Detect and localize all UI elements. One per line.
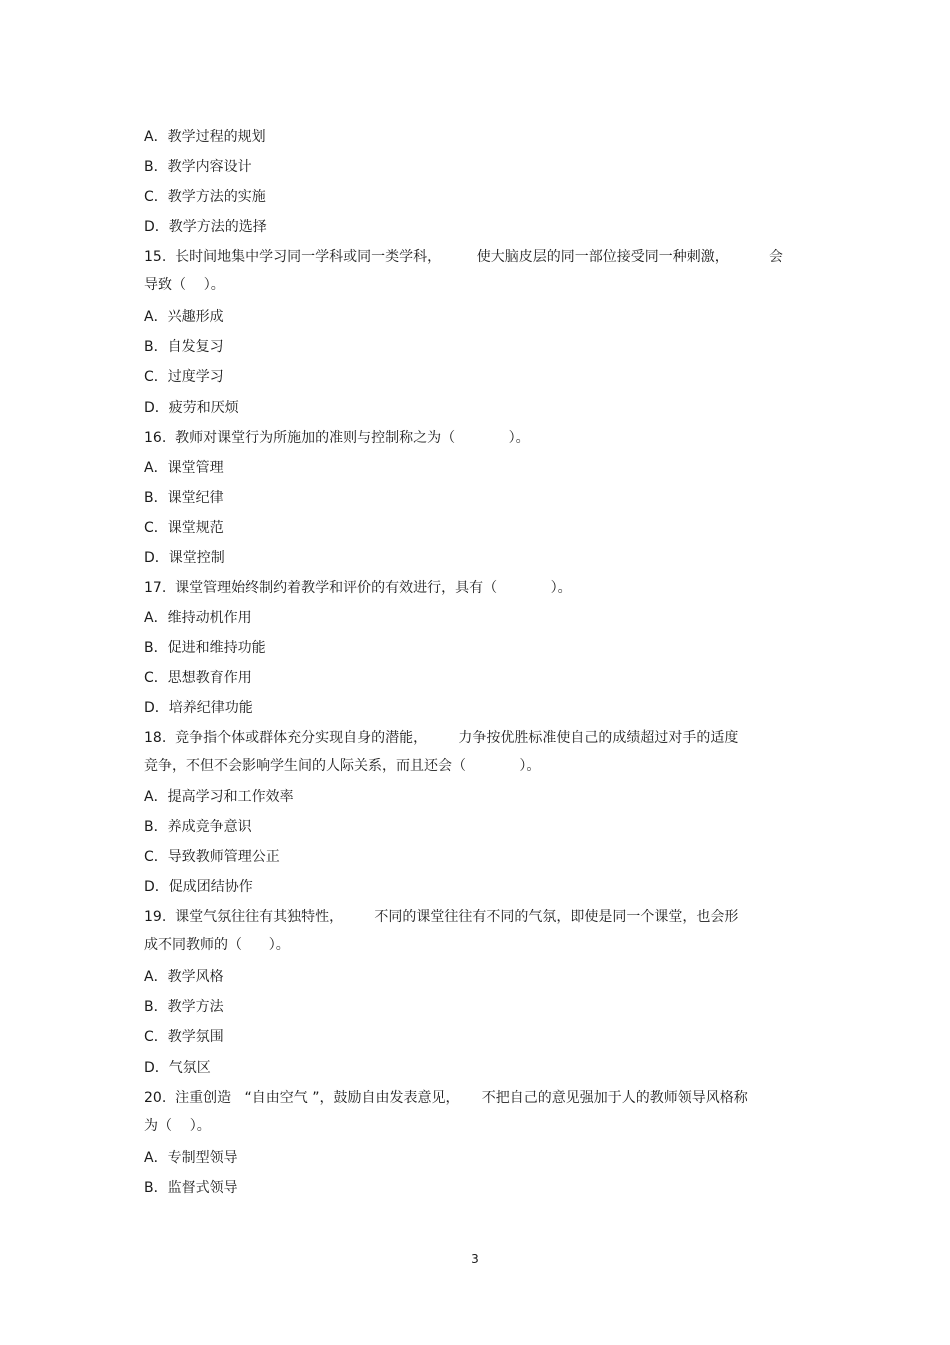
option-c-q17: C．思想教育作用 <box>144 670 252 686</box>
option-a-q20: A．专制型领导 <box>144 1150 238 1166</box>
option-a-q18: A．提高学习和工作效率 <box>144 789 294 805</box>
option-b-q16: B．课堂纪律 <box>144 490 224 506</box>
question-18-line-1: 18. 竞争指个体或群体充分实现自身的潜能， 力争按优胜标准使自己的成绩超过对手的适度 <box>144 730 739 746</box>
option-c-q14: C．教学方法的实施 <box>144 189 266 205</box>
option-d-q18: D．促成团结协作 <box>144 879 253 895</box>
option-c-q19: C．教学氛围 <box>144 1029 224 1045</box>
question-19-line-1: 19. 课堂气氛往往有其独特性， 不同的课堂往往有不同的气氛，即使是同一个课堂，也会形 <box>144 909 739 925</box>
question-15-line-1: 15. 长时间地集中学习同一学科或同一类学科， 使大脑皮层的同一部位接受同一种刺激， 会 <box>144 249 783 265</box>
option-d-q15: D．疲劳和厌烦 <box>144 400 239 416</box>
option-a-q15: A．兴趣形成 <box>144 309 224 325</box>
option-a-q16: A．课堂管理 <box>144 460 224 476</box>
option-b-q18: B．养成竞争意识 <box>144 819 252 835</box>
option-c-q16: C．课堂规范 <box>144 520 224 536</box>
page-number: 3 <box>471 1252 479 1266</box>
option-b-q14: B．教学内容设计 <box>144 159 252 175</box>
question-15-line-2: 导致（ ）。 <box>144 277 225 293</box>
option-d-q17: D．培养纪律功能 <box>144 700 253 716</box>
question-19-line-2: 成不同教师的（ ）。 <box>144 937 290 953</box>
option-a-q19: A．教学风格 <box>144 969 224 985</box>
option-c-q18: C．导致教师管理公正 <box>144 849 280 865</box>
option-b-q17: B．促进和维持功能 <box>144 640 266 656</box>
option-b-q20: B．监督式领导 <box>144 1180 238 1196</box>
question-20-line-1: 20. 注重创造 “自由空气 ”，鼓励自由发表意见， 不把自己的意见强加于人的教师领导风格称 <box>144 1090 748 1106</box>
question-18-line-2: 竞争，不但不会影响学生间的人际关系，而且还会（ ）。 <box>144 758 541 774</box>
option-d-q19: D．气氛区 <box>144 1060 211 1076</box>
option-b-q15: B．自发复习 <box>144 339 224 355</box>
question-16: 16. 教师对课堂行为所施加的准则与控制称之为（ ）。 <box>144 430 530 446</box>
option-d-q16: D．课堂控制 <box>144 550 225 566</box>
option-b-q19: B．教学方法 <box>144 999 224 1015</box>
option-a-q14: A．教学过程的规划 <box>144 129 266 145</box>
question-17: 17. 课堂管理始终制约着教学和评价的有效进行，具有（ ）。 <box>144 580 572 596</box>
option-a-q17: A．维持动机作用 <box>144 610 252 626</box>
option-d-q14: D．教学方法的选择 <box>144 219 267 235</box>
question-20-line-2: 为（ ）。 <box>144 1118 211 1134</box>
option-c-q15: C．过度学习 <box>144 369 224 385</box>
